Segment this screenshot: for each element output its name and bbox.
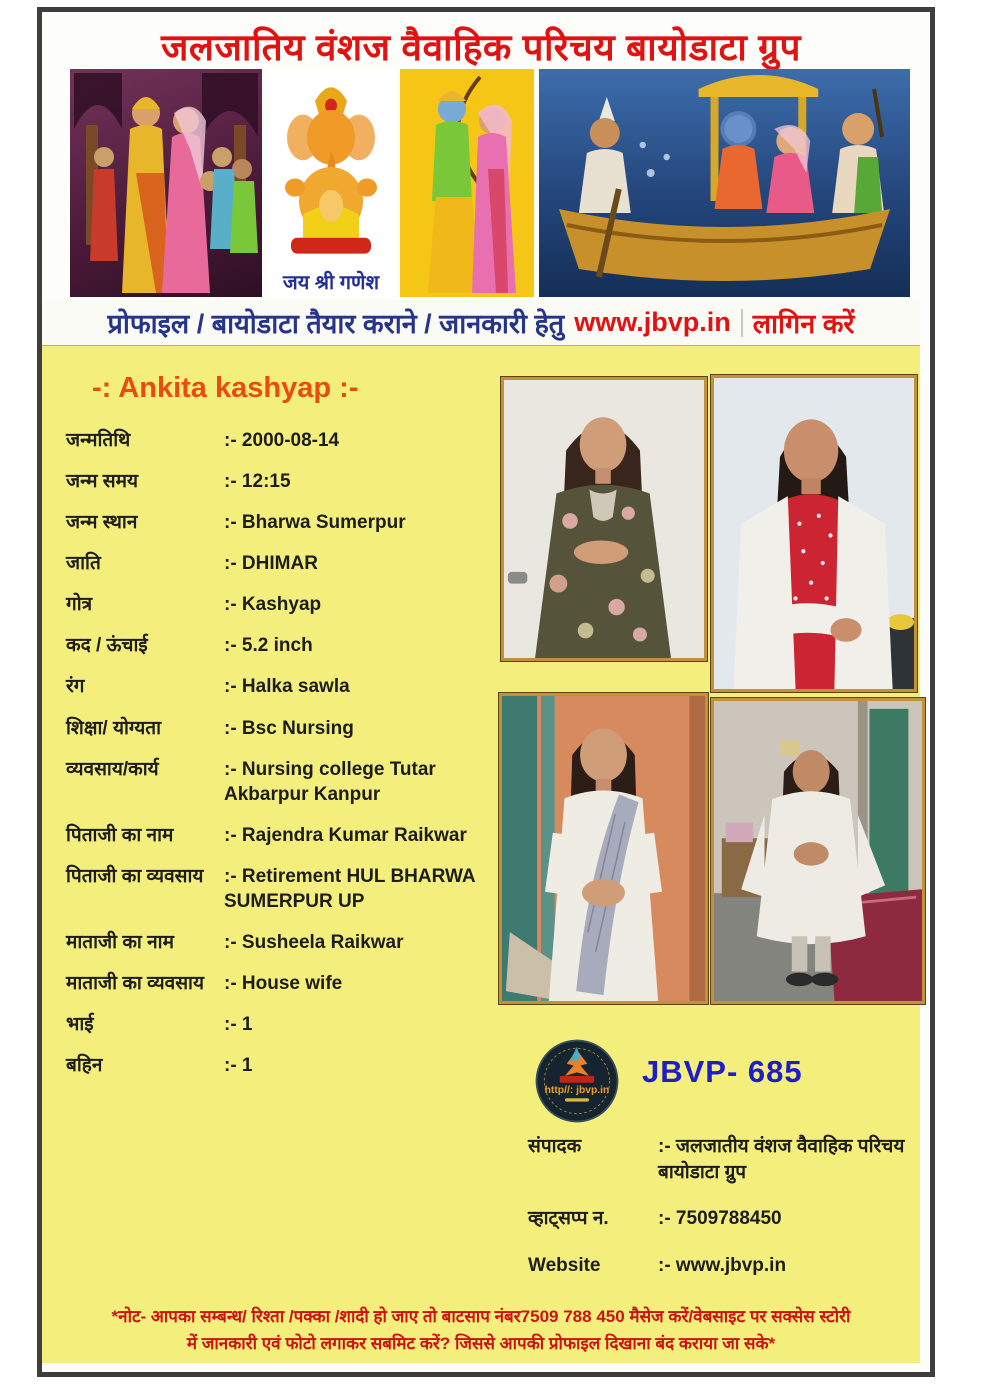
field-label: जन्म स्थान bbox=[66, 512, 138, 534]
footer-note-line2: में जानकारी एवं फोटो लगाकर सबमिट करें? जिससे आपकी प्रोफाइल दिखाना बंद कराया जा सके* bbox=[186, 1333, 776, 1353]
deity-image-boat bbox=[539, 69, 910, 297]
page-title: जलजातिय वंशज वैवाहिक परिचय बायोडाटा ग्रुप bbox=[160, 27, 802, 68]
field-value: :- 1 bbox=[224, 1055, 253, 1077]
field-value: :- DHIMAR bbox=[224, 553, 318, 575]
registry-label: संपादक bbox=[528, 1136, 582, 1157]
field-row bbox=[66, 864, 502, 914]
header bbox=[42, 12, 920, 345]
registry-fields bbox=[528, 1134, 920, 1300]
field-row bbox=[66, 551, 502, 576]
registry-label: Website bbox=[528, 1254, 601, 1276]
registry-id: JBVP- 685 bbox=[642, 1054, 803, 1089]
field-value: :- Retirement HUL BHARWA SUMERPUR UP bbox=[224, 865, 475, 912]
field-value: :- Bsc Nursing bbox=[224, 717, 354, 739]
field-label: भाई bbox=[66, 1014, 94, 1036]
field-row bbox=[66, 1012, 502, 1037]
registry-value: :- www.jbvp.in bbox=[658, 1254, 787, 1276]
svg-text:http//: jbvp.in: http//: jbvp.in bbox=[544, 1085, 610, 1097]
footer-note-line1: *नोट- आपका सम्बन्ध/ रिश्ता /पक्का /शादी हो जाए तो बाटसाप नंबर7509 788 450 मैसेज करें/वेबसाइट पर सक्सेस स्टोरी bbox=[111, 1307, 851, 1327]
registry-row bbox=[528, 1206, 920, 1232]
website-link[interactable]: www.jbvp.in bbox=[574, 307, 731, 337]
field-row bbox=[66, 469, 502, 494]
field-row bbox=[66, 510, 502, 535]
field-value: :- Nursing college Tutar Akbarpur Kanpur bbox=[224, 758, 436, 805]
field-value: :- Bharwa Sumerpur bbox=[224, 512, 406, 534]
field-value: :- 12:15 bbox=[224, 471, 291, 493]
footer-note bbox=[42, 1304, 920, 1357]
field-row bbox=[66, 428, 502, 453]
field-label: माताजी का नाम bbox=[66, 932, 174, 954]
field-value: :- Kashyap bbox=[224, 594, 322, 616]
field-row bbox=[66, 674, 502, 699]
profile-photo-4 bbox=[711, 698, 925, 1004]
field-value: :- 1 bbox=[224, 1014, 253, 1036]
registry-row bbox=[528, 1253, 920, 1279]
field-row bbox=[66, 592, 502, 617]
field-label: शिक्षा/ योग्यता bbox=[66, 717, 161, 739]
field-label: गोत्र bbox=[66, 594, 93, 616]
field-label: रंग bbox=[66, 676, 85, 698]
field-row bbox=[66, 633, 502, 658]
field-label: जाति bbox=[66, 553, 101, 575]
registry-value: :- 7509788450 bbox=[658, 1208, 782, 1230]
field-value: :- Halka sawla bbox=[224, 676, 350, 698]
field-value: :- Susheela Raikwar bbox=[224, 932, 404, 954]
field-label: माताजी का व्यवसाय bbox=[66, 973, 204, 995]
field-label: जन्मतिथि bbox=[66, 430, 131, 451]
field-label: पिताजी का नाम bbox=[66, 824, 174, 846]
profile-photo-3 bbox=[499, 693, 708, 1004]
field-label: पिताजी का व्यवसाय bbox=[66, 865, 204, 887]
subtitle-text: प्रोफाइल / बायोडाटा तैयार कराने / जानकारी हेतु bbox=[107, 309, 565, 339]
field-row bbox=[66, 971, 502, 996]
page-frame bbox=[37, 7, 935, 1377]
profile-photo-1 bbox=[501, 377, 707, 661]
field-row bbox=[66, 1053, 502, 1078]
profile-name: -: Ankita kashyap :- bbox=[92, 372, 359, 404]
field-label: जन्म समय bbox=[66, 471, 139, 493]
deity-image-row bbox=[70, 69, 910, 297]
field-row bbox=[66, 930, 502, 955]
jbvp-logo bbox=[534, 1038, 620, 1124]
subtitle-band bbox=[42, 300, 920, 345]
field-label: व्यवसाय/कार्य bbox=[66, 758, 159, 780]
ganesh-caption: जय श्री गणेश bbox=[282, 272, 380, 294]
biodata-body bbox=[42, 345, 920, 1363]
field-label: कद / ऊंचाई bbox=[66, 635, 148, 657]
field-row bbox=[66, 716, 502, 741]
profile-fields bbox=[66, 428, 502, 1094]
field-value: :- House wife bbox=[224, 973, 343, 995]
login-link[interactable]: लागिन करें bbox=[752, 309, 855, 339]
registry-value: :- जलजातीय वंशज वैवाहिक परिचय बायोडाटा ग्रुप bbox=[658, 1136, 905, 1183]
deity-image-wedding bbox=[70, 69, 262, 297]
deity-image-ram-sita bbox=[400, 69, 534, 297]
deity-image-ganesh bbox=[267, 69, 395, 297]
divider bbox=[741, 309, 743, 337]
field-label: बहिन bbox=[66, 1055, 103, 1077]
profile-photo-2 bbox=[711, 375, 917, 692]
field-row bbox=[66, 757, 502, 807]
registry-label: व्हाट्सप्प न. bbox=[528, 1208, 609, 1230]
registry-row bbox=[528, 1134, 920, 1185]
field-value: :- 5.2 inch bbox=[224, 635, 313, 657]
field-row bbox=[66, 823, 502, 848]
field-value: :- 2000-08-14 bbox=[224, 430, 340, 451]
field-value: :- Rajendra Kumar Raikwar bbox=[224, 824, 467, 846]
